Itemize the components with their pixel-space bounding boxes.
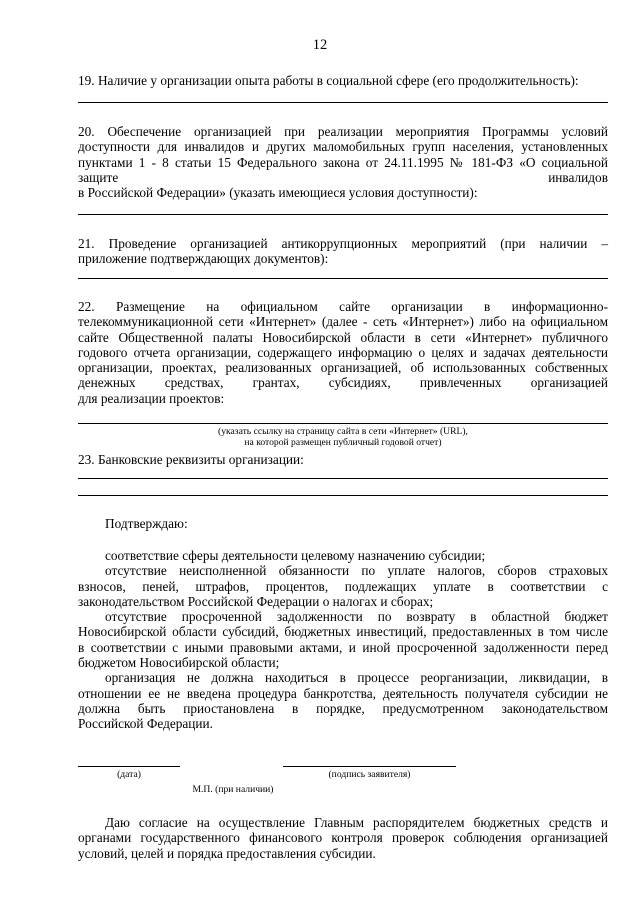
- item-22-fill-line: [78, 423, 608, 424]
- item-23-fill-line-1: [78, 478, 608, 479]
- page-number: 12: [312, 37, 328, 53]
- item-23-fill-line-2: [78, 495, 608, 496]
- item-21-fill-line: [78, 278, 608, 279]
- item-22-hint: (указать ссылку на страницу сайта в сети «Интернет» (URL), на которой размещен публичный годовой отчет): [218, 426, 468, 448]
- consent-text: Даю согласие на осуществление Главным распорядителем бюджетных средств и органами государственного финансового контроля проверок соблюдения организацией условий, целей и порядка предоставления субсидии.: [78, 815, 608, 861]
- item-19-text: 19. Наличие у организации опыта работы в социальной сфере (его продолжительность):: [78, 73, 579, 88]
- signature-label: (подпись заявителя): [328, 769, 411, 780]
- item-23-text: 23. Банковские реквизиты организации:: [78, 452, 304, 467]
- item-19-fill-line: [78, 102, 608, 103]
- item-20-text: 20. Обеспечение организацией при реализации мероприятия Программы условий доступности для инвалидов и других маломобильных групп населения, установленных пунктами 1 - 8 статьи 15 Федерального закона от 24.11.1995 № 181-ФЗ «О социальной защите инвалидов в Российской Федерации» (указать имеющиеся условия доступности):: [78, 124, 608, 201]
- confirm-heading: Подтверждаю:: [105, 516, 188, 531]
- item-20-fill-line: [78, 214, 608, 215]
- item-21-text: 21. Проведение организацией антикоррупционных мероприятий (при наличии – приложение подтверждающих документов):: [78, 236, 608, 267]
- confirm-body: соответствие сферы деятельности целевому назначению субсидии; отсутствие неисполненной обязанности по уплате налогов, сборов страховых взносов, пеней, штрафов, процентов, подлежащих уплате в соответствии с законодательством Российской Федерации о налогах и сборах; отсутствие просроченной задолженности по возврату в областной бюджет Новосибирской области субсидий, бюджетных инвестиций, предоставленных в том числе в соответствии с иными правовыми актами, и иной просроченной задолженности перед бюджетом Новосибирской области; организация не должна находиться в процессе реорганизации, ликвидации, в отношении ее не введена процедура банкротства, деятельность получателя субсидии не должна быть приостановлена в порядке, предусмотренном законодательством Российской Федерации.: [78, 548, 608, 732]
- stamp-label: М.П. (при наличии): [192, 784, 274, 795]
- item-22-text: 22. Размещение на официальном сайте организации в информационно- телекоммуникационной сети «Интернет» (далее - сеть «Интернет») либо на официальном сайте Общественной палаты Новосибирской области в сети «Интернет» публичного годового отчета организации, содержащего информацию о целях и задачах деятельности организации, проектах, реализованных организацией, об использованных собственных денежных средствах, грантах, субсидиях, привлеченных организацией для реализации проектов:: [78, 299, 608, 406]
- date-line: [78, 766, 180, 767]
- date-label: (дата): [117, 769, 141, 780]
- signature-line: [283, 766, 456, 767]
